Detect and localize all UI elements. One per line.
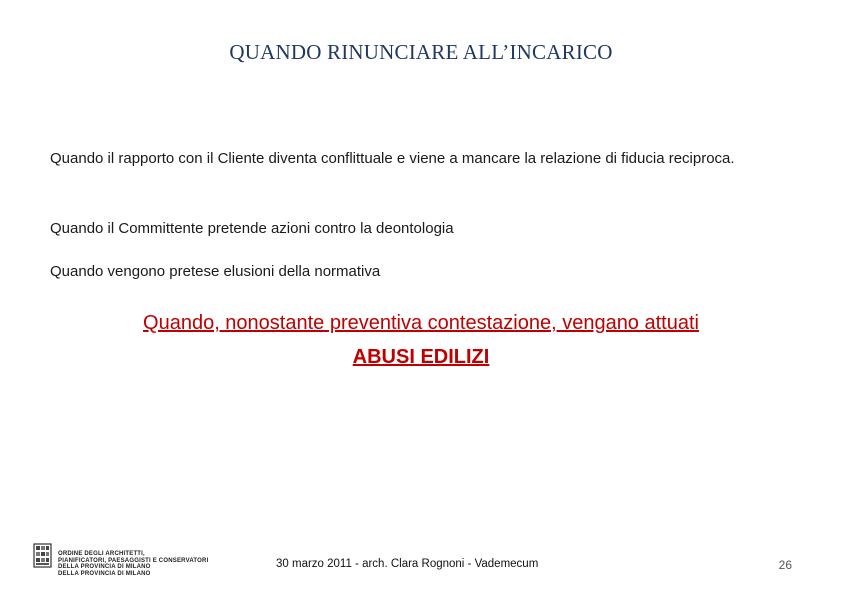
logo-line: DELLA PROVINCIA DI MILANO (58, 570, 151, 577)
logo-text (58, 551, 248, 577)
footer-caption: 30 marzo 2011 - arch. Clara Rognoni - Vademecum (276, 558, 539, 570)
paragraph-regulation: Quando vengono pretese elusioni della normativa (50, 263, 381, 280)
building-grid-icon (33, 543, 52, 568)
logo-line: PIANIFICATORI, PAESAGGISTI E CONSERVATORI (58, 557, 209, 564)
highlight-line: Quando, nonostante preventiva contestazione, vengano attuati (143, 312, 699, 334)
logo-line: DELLA PROVINCIA DI MILANO (58, 564, 151, 570)
highlight-strong: ABUSI EDILIZI (352, 346, 490, 368)
page-number: 26 (778, 558, 792, 572)
paragraph-conflict: Quando il rapporto con il Cliente diventa conflittuale e viene a mancare la relazione di fiducia reciproca. (50, 150, 735, 167)
footer-logo (33, 541, 243, 581)
slide-title: QUANDO RINUNCIARE ALL’INCARICO (229, 40, 613, 64)
highlight-block (20, 306, 822, 374)
logo-line: ORDINE DEGLI ARCHITETTI, (58, 551, 145, 557)
paragraph-deontology: Quando il Committente pretende azioni contro la deontologia (50, 220, 454, 237)
